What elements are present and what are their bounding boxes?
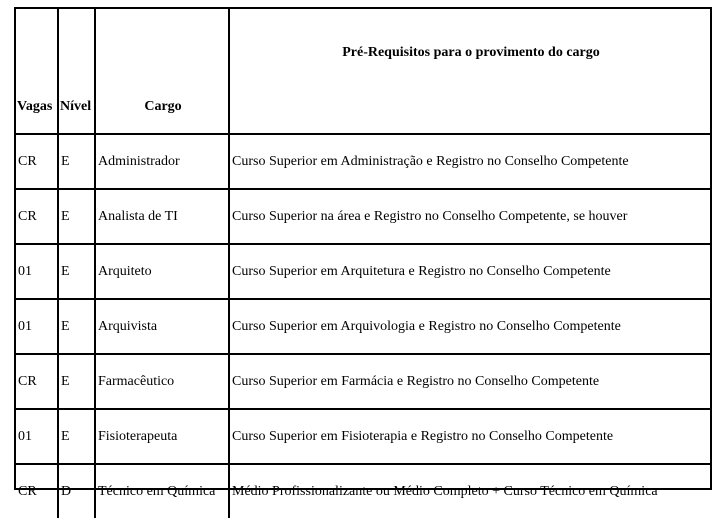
cell-vagas: 01 xyxy=(16,410,59,465)
requirements-table xyxy=(16,9,710,518)
table-row xyxy=(16,355,710,410)
cell-requisitos: Médio Profissionalizante ou Médio Completo + Curso Técnico em Química xyxy=(232,483,658,499)
header-vagas: Vagas xyxy=(16,9,59,135)
cell-nivel: E xyxy=(59,245,96,300)
cell-vagas: 01 xyxy=(16,245,59,300)
table-row xyxy=(16,190,710,245)
table-row xyxy=(16,300,710,355)
cell-vagas: CR xyxy=(16,355,59,410)
cell-vagas: CR xyxy=(16,465,59,518)
table-row xyxy=(16,465,710,518)
cell-cargo: Administrador xyxy=(96,135,230,190)
cell-nivel: E xyxy=(59,355,96,410)
cell-nivel: E xyxy=(59,190,96,245)
cell-nivel: E xyxy=(59,410,96,465)
cell-cargo: Analista de TI xyxy=(96,190,230,245)
cell-nivel: D xyxy=(59,465,96,518)
cell-requisitos: Curso Superior em Administração e Registro no Conselho Competente xyxy=(230,135,710,190)
table-row xyxy=(16,410,710,465)
requirements-table-frame xyxy=(14,7,712,499)
cell-requisitos: Curso Superior em Fisioterapia e Registro no Conselho Competente xyxy=(230,410,710,465)
header-cargo: Cargo xyxy=(96,9,230,135)
cell-requisitos: Curso Superior na área e Registro no Conselho Competente, se houver xyxy=(230,190,710,245)
table-row xyxy=(16,245,710,300)
cell-cargo: Fisioterapeuta xyxy=(96,410,230,465)
cell-cargo: Arquiteto xyxy=(96,245,230,300)
cell-vagas: 01 xyxy=(16,300,59,355)
cell-cargo: Arquivista xyxy=(96,300,230,355)
cell-cargo: Farmacêutico xyxy=(96,355,230,410)
cell-requisitos: Curso Superior em Farmácia e Registro no Conselho Competente xyxy=(230,355,710,410)
cell-requisitos: Curso Superior em Arquivologia e Registro no Conselho Competente xyxy=(230,300,710,355)
cell-cargo: Técnico em Química xyxy=(96,465,230,518)
cell-nivel: E xyxy=(59,300,96,355)
cell-nivel: E xyxy=(59,135,96,190)
cell-vagas: CR xyxy=(16,190,59,245)
table-row xyxy=(16,135,710,190)
header-requisitos: Pré-Requisitos para o provimento do cargo xyxy=(230,9,710,135)
cell-vagas: CR xyxy=(16,135,59,190)
header-nivel: Nível xyxy=(59,9,96,135)
table-header-row xyxy=(16,9,710,135)
cell-requisitos: Curso Superior em Arquitetura e Registro no Conselho Competente xyxy=(230,245,710,300)
